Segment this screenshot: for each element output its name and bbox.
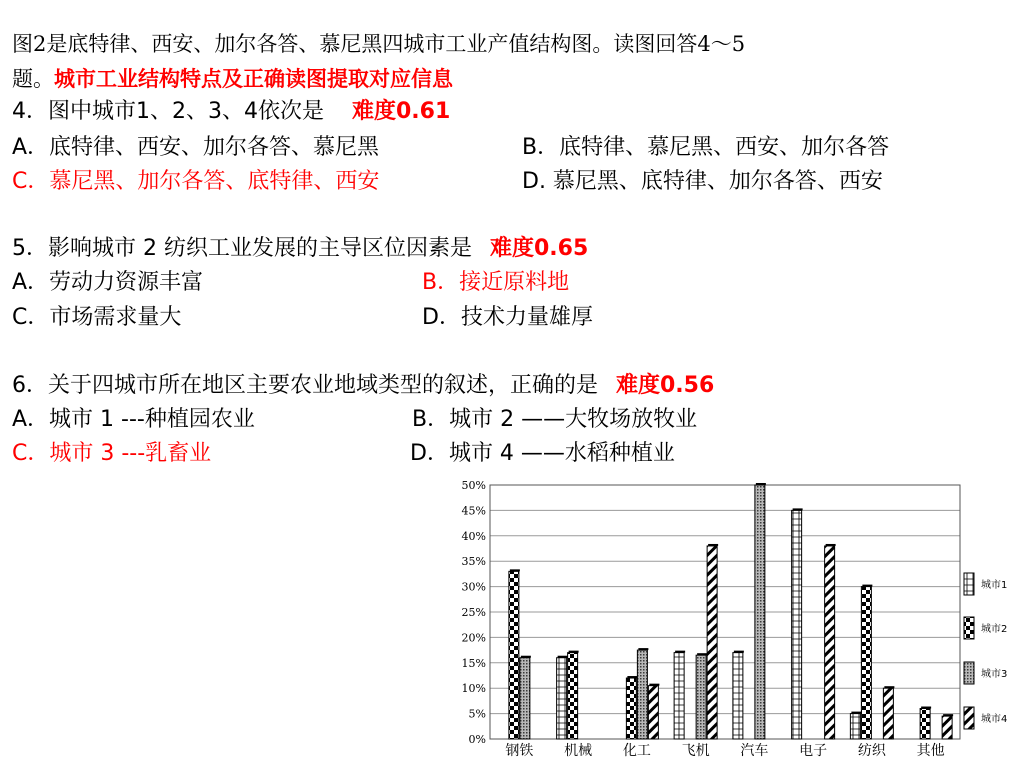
bar-top-edge bbox=[826, 544, 836, 546]
intro-hint: 城市工业结构特点及正确读图提取对应信息 bbox=[54, 66, 453, 91]
q5-option-d: D．技术力量雄厚 bbox=[422, 305, 593, 330]
q4-option-b: B．底特律、慕尼黑、西安、加尔各答 bbox=[522, 135, 890, 160]
bar-top-edge bbox=[734, 651, 744, 653]
bar-城市3-钢铁 bbox=[520, 658, 530, 739]
x-category-label: 钢铁 bbox=[505, 743, 534, 759]
bar-top-edge bbox=[521, 656, 531, 658]
y-tick-label: 45% bbox=[461, 504, 486, 518]
bar-top-edge bbox=[649, 684, 659, 686]
bar-城市3-化工 bbox=[637, 650, 647, 739]
y-tick-label: 35% bbox=[461, 555, 486, 569]
y-tick-label: 0% bbox=[468, 733, 486, 746]
y-tick-label: 40% bbox=[461, 529, 486, 543]
x-category-label: 机械 bbox=[564, 743, 593, 759]
bar-top-edge bbox=[851, 712, 861, 714]
y-tick-label: 5% bbox=[468, 707, 486, 721]
q4-option-a: A．底特律、西安、加尔各答、慕尼黑 bbox=[12, 135, 380, 160]
q6-option-d: D．城市 4 ——水稻种植业 bbox=[410, 441, 675, 466]
q6-option-a: A．城市 1 ---种植园农业 bbox=[12, 407, 255, 432]
bar-城市3-汽车 bbox=[755, 485, 765, 739]
q4-option-c: C．慕尼黑、加尔各答、底特律、西安 bbox=[12, 169, 380, 194]
q6-stem-line bbox=[12, 373, 714, 399]
bar-城市4-纺织 bbox=[883, 688, 893, 739]
y-tick-label: 30% bbox=[461, 580, 486, 594]
industry-structure-chart bbox=[430, 474, 1024, 768]
bar-城市1-汽车 bbox=[733, 653, 743, 739]
q4-difficulty: 难度0.61 bbox=[352, 99, 451, 124]
intro-prefix: 题。 bbox=[12, 67, 54, 91]
y-tick-label: 20% bbox=[461, 631, 486, 645]
legend-label: 城市2 bbox=[981, 624, 1008, 635]
legend-swatch bbox=[964, 573, 974, 595]
x-category-label: 汽车 bbox=[740, 743, 769, 759]
bar-城市2-钢铁 bbox=[509, 571, 519, 739]
legend-swatch bbox=[964, 662, 974, 684]
bar-top-edge bbox=[627, 676, 637, 678]
bar-城市2-纺织 bbox=[861, 587, 871, 739]
x-category-label: 其他 bbox=[916, 743, 945, 759]
x-category-label: 纺织 bbox=[857, 743, 886, 759]
bar-top-edge bbox=[862, 585, 872, 587]
bar-top-edge bbox=[793, 508, 803, 510]
y-tick-label: 50% bbox=[461, 479, 486, 492]
bar-城市4-飞机 bbox=[707, 546, 717, 739]
y-tick-label: 10% bbox=[461, 682, 486, 696]
y-tick-label: 25% bbox=[461, 606, 486, 619]
bar-top-edge bbox=[510, 569, 520, 571]
bar-城市3-飞机 bbox=[696, 655, 706, 739]
bar-城市2-化工 bbox=[626, 678, 636, 739]
legend-label: 城市1 bbox=[981, 580, 1008, 591]
q6-option-b: B．城市 2 ——大牧场放牧业 bbox=[412, 407, 698, 432]
q5-option-c: C．市场需求量大 bbox=[12, 305, 182, 330]
intro-line-2 bbox=[12, 66, 453, 92]
x-category-label: 飞机 bbox=[681, 743, 710, 759]
chart-legend bbox=[964, 573, 1007, 729]
q6-option-c: C．城市 3 ---乳畜业 bbox=[12, 441, 212, 466]
bar-城市1-电子 bbox=[792, 510, 802, 739]
legend-label: 城市3 bbox=[981, 669, 1008, 680]
bar-城市2-其他 bbox=[920, 709, 930, 739]
bar-series bbox=[509, 483, 953, 739]
bar-top-edge bbox=[756, 483, 766, 485]
q6-difficulty: 难度0.56 bbox=[616, 373, 715, 398]
x-category-label: 化工 bbox=[622, 743, 651, 759]
bar-城市1-飞机 bbox=[674, 653, 684, 739]
q5-option-a: A．劳动力资源丰富 bbox=[12, 270, 204, 295]
y-tick-label: 15% bbox=[461, 656, 486, 670]
q4-option-d: D. 慕尼黑、底特律、加尔各答、西安 bbox=[522, 169, 883, 194]
bar-城市1-纺织 bbox=[850, 714, 860, 739]
bar-top-edge bbox=[638, 648, 648, 650]
intro-text: 图2是底特律、西安、加尔各答、慕尼黑四城市工业产值结构图。读图回答4～5 bbox=[12, 32, 746, 56]
bar-top-edge bbox=[708, 544, 718, 546]
category-labels bbox=[505, 742, 944, 759]
x-category-label: 电子 bbox=[799, 743, 828, 759]
q5-option-b: B．接近原料地 bbox=[422, 270, 570, 295]
legend-swatch bbox=[964, 707, 974, 729]
bar-城市1-机械 bbox=[557, 658, 567, 739]
q4-stem-line bbox=[12, 99, 450, 125]
legend-swatch bbox=[964, 617, 974, 639]
bar-城市4-其他 bbox=[942, 716, 952, 739]
q6-stem: 6．关于四城市所在地区主要农业地域类型的叙述，正确的是 bbox=[12, 373, 598, 398]
q5-stem-line bbox=[12, 236, 588, 262]
bar-top-edge bbox=[675, 651, 685, 653]
bar-城市4-化工 bbox=[648, 686, 658, 739]
intro-line-1 bbox=[12, 31, 745, 57]
bar-top-edge bbox=[558, 656, 568, 658]
bar-top-edge bbox=[884, 686, 894, 688]
legend-label: 城市4 bbox=[981, 714, 1008, 725]
bar-top-edge bbox=[943, 714, 953, 716]
q4-stem: 4．图中城市1、2、3、4依次是 bbox=[12, 99, 324, 124]
q5-stem: 5．影响城市 2 纺织工业发展的主导区位因素是 bbox=[12, 236, 472, 261]
q5-difficulty: 难度0.65 bbox=[489, 236, 589, 261]
bar-top-edge bbox=[921, 707, 931, 709]
bar-城市4-电子 bbox=[825, 546, 835, 739]
bar-top-edge bbox=[569, 651, 579, 653]
bar-top-edge bbox=[697, 653, 707, 655]
bar-城市2-机械 bbox=[568, 653, 578, 739]
